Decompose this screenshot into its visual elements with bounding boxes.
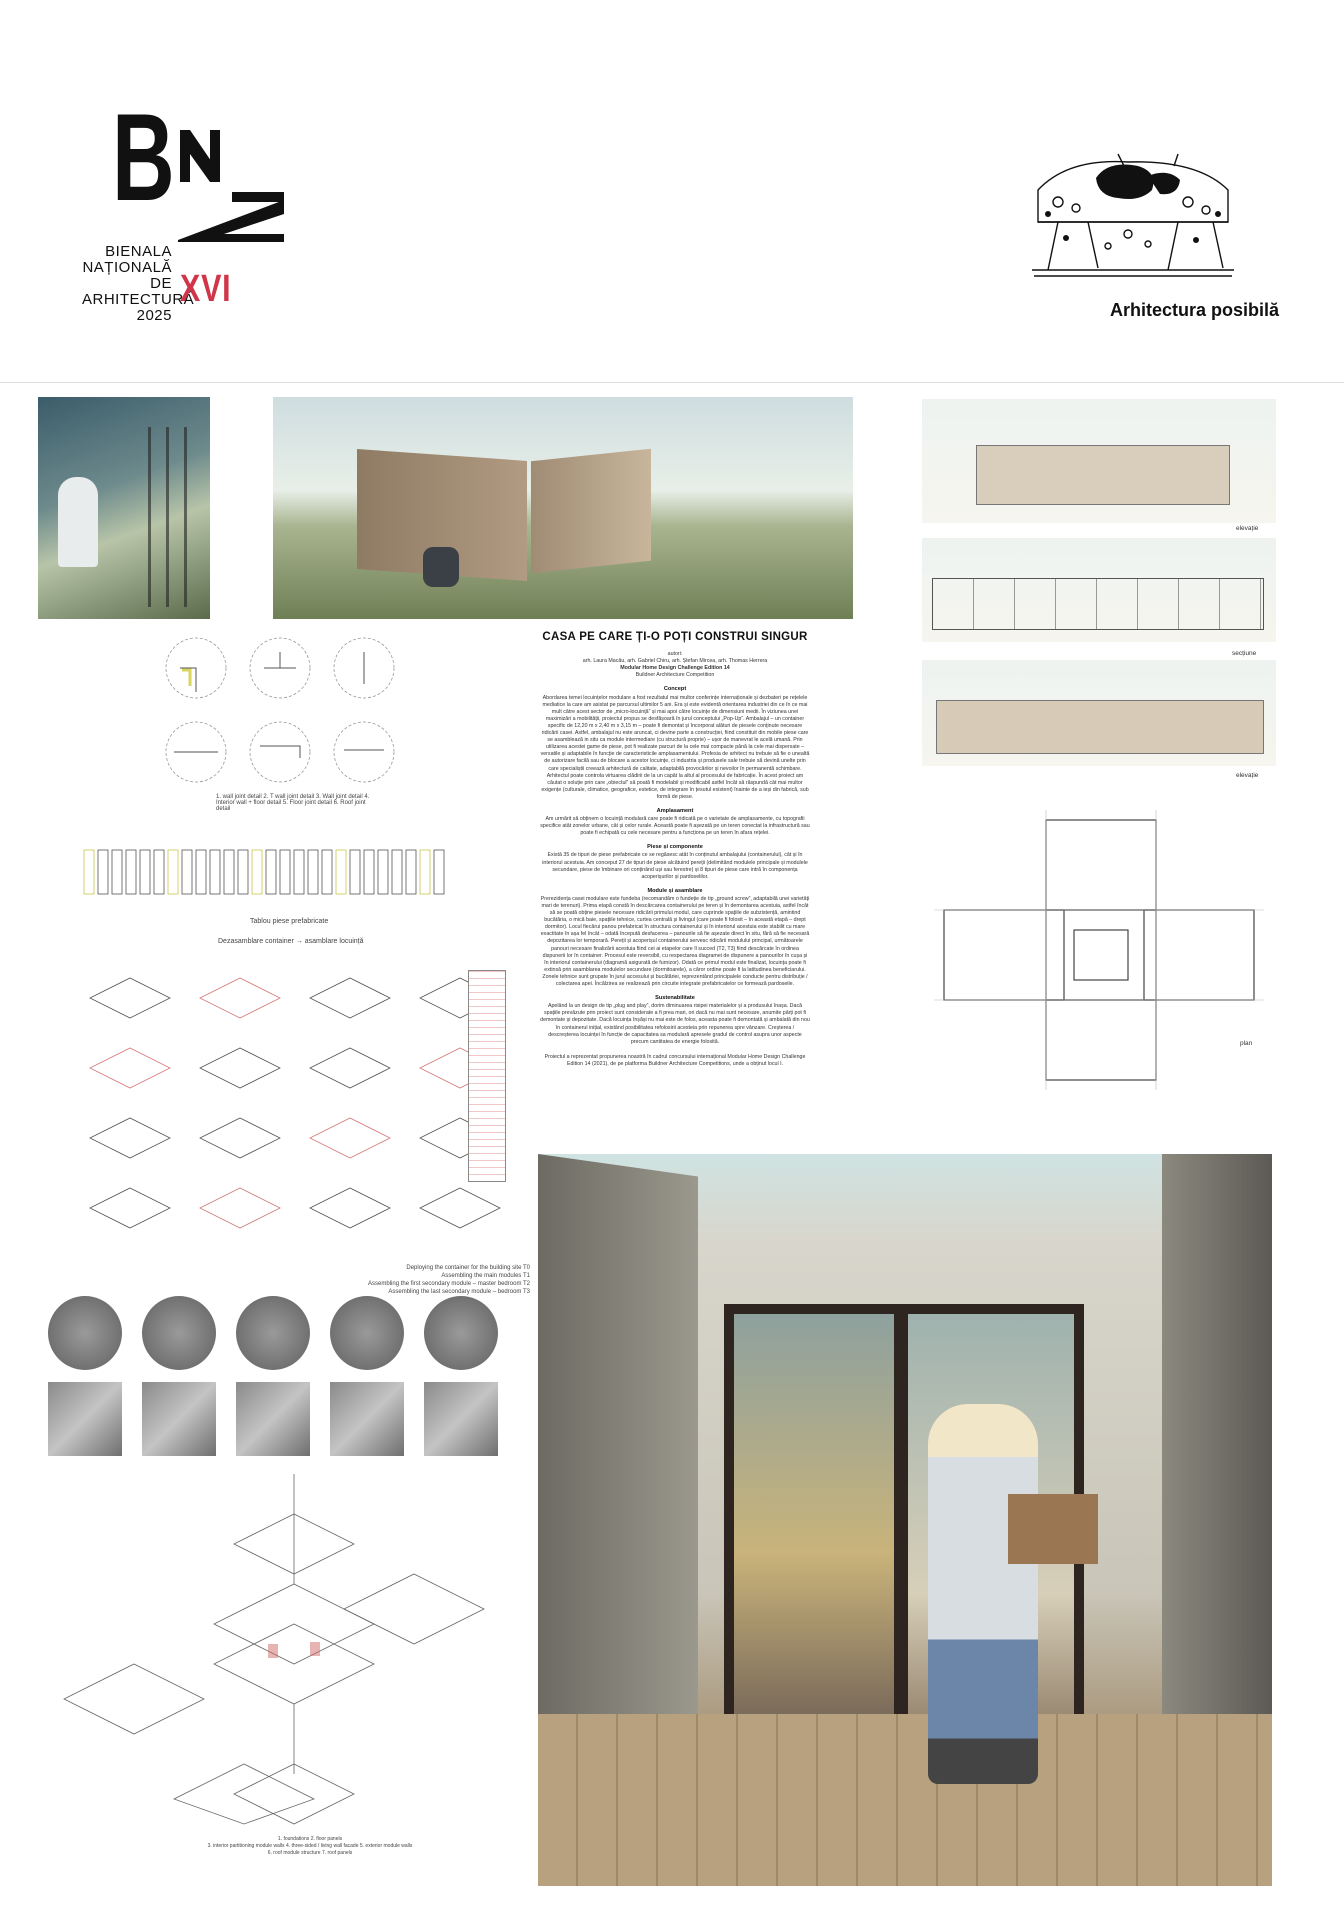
prefab-panel [294,850,304,894]
section-heading: Piese și componente [647,844,703,851]
assembly-step: Assembling the first secondary module – master bedroom T2 [368,1281,530,1287]
logo-organization [82,243,195,324]
site-aerial-circle [330,1296,404,1370]
section-outline [932,578,1264,630]
prefab-panel [364,850,374,894]
site-aerial-circle [48,1296,122,1370]
logo-letter-b: B [112,89,175,227]
prefab-panel [238,850,248,894]
assembly-legend [320,1264,530,1296]
site-aerial-square [330,1382,404,1456]
prefab-panel [210,850,220,894]
drawing-container-stack [468,970,506,1182]
section-text: Am urmărit să obținem o locuință modulară care poate fi ridicată pe o varietate de amplasamente, cu topografii specifice atât zonelor urbane, cât și celor rurale. Această poate fi așezată pe un teren conectat la infrastructură sau poate fi echipată cu cele necesare pentru a funcționa pe un teren în afara rețelei. [540,816,810,837]
prefab-panel [322,850,332,894]
prefab-panel [434,850,444,894]
assembly-module [310,978,390,1018]
label-elevation-1: elevație [1236,525,1259,532]
drawing-exploded-axonometric [54,1474,534,1854]
assembly-module [200,1048,280,1088]
article-title: CASA PE CARE ȚI-O POȚI CONSTRUI SINGUR [542,631,808,643]
section-heading: Amplasament [656,807,694,814]
joint-details-caption [216,794,376,812]
section-heading: Module și asamblare [647,887,703,894]
label-section: secțiune [1232,650,1257,657]
prefab-panel [112,850,122,894]
drawing-elevation-bottom [922,660,1276,766]
prefab-panel [140,850,150,894]
photo-window-frame [148,427,198,607]
assembly-module [200,1118,280,1158]
exploded-legend-line: 3. interior partitioning module walls 4. three-sided / living wall facade 5. exterior module walls [207,1843,413,1849]
prefab-panel [266,850,276,894]
prefab-panel [406,850,416,894]
prefab-panel [336,850,346,894]
logo-na-mark [172,130,290,242]
assembly-module [420,1188,500,1228]
competition-name: Modular Home Design Challenge Edition 14 [620,665,730,672]
logo-org-line: NAȚIONALĂ [82,259,172,276]
photo-person-shape [58,477,98,567]
render-house-wall-right [531,449,651,574]
exploded-legend-line: 6. roof module structure 7. roof panels [267,1850,353,1856]
assembly-module [310,1118,390,1158]
header-divider [0,382,1344,383]
elevation-facade [976,445,1230,505]
logo-org-line: ARHITECTURĂ [82,291,195,308]
prefab-panel [84,850,94,894]
render-courtyard-woman [538,1154,1272,1886]
label-plan: plan [1240,1040,1253,1047]
authors-label: autori: [667,651,683,658]
prefab-panel [392,850,402,894]
drawing-joint-details [160,632,400,802]
render-wall-left [538,1154,698,1736]
prefab-panel [182,850,192,894]
assembly-module [90,1048,170,1088]
section-text: Abordarea temei locuințelor modulare a fost rezultatul mai multor conferințe internaționale și dezbateri pe rețelele mediatice la care am asistat pe parcursul ultimilor 5 ani. Era și este evidentă orientarea industriei din ce în ce mai mult către acest sector de „micro-locuință” și mai apoi către locuințe de dimensiuni medii. În viziunea unei maximizări a mobilității, proiectul propus se desfășoară în jurul conceptului „Pop-Up”. Ambalajul – un container specific de 12,20 m x 2,40 m x 3,15 m – poate fi demontat și încorporat alături de piesele conținute necesare ridicării casei. Astfel, ambalajul nu este aruncat, ci devine parte a construcției, fiind constituit din mobile piese care se asamblează in situ ca module intermediare (cu structură proprie) – ușor de manevrat le acelă umană. Prin utilizarea acestei game de piese, pot fi realizate parcuri de la cele mai compacte până la cele mai dispersate – versatile și adaptabile în funcție de caracteristicile amplasamentului. Profesia de arhitect nu trebuie să fie o unealtă de autorizare facilă sau de blocare a acestor locuințe, ci industria și produsele sale trebuie să devină unelte prin care specialiștii creează arhitectură de calitate, adaptabilă provocărilor și nevoilor în permanentă schimbare. Arhitectul poate controla virtuarea clădirii de la un capăt la altul al procesului de fabricație. În acest proiect am căutat o soluție prin care „obiectul” să poată fi modelabil și modificabil astfel încât să răspundă cât mai multor exigențe (culturale, climatice, geografice, estetice, de integrare în țesutul existent) înainte de a ieși din fabrică, sub formă de piese. [540,694,810,800]
drawing-assembly-sequence [50,958,530,1258]
label-disassembly: Dezasamblare container → asamblare locuință [218,938,364,945]
assembly-step: Deploying the container for the building site T0 [406,1265,530,1271]
prefab-panel [196,850,206,894]
competition-organizer: Buildner Architecture Competition [635,672,715,679]
site-aerial-square [236,1382,310,1456]
closing-paragraph: Proiectul a reprezentat propunerea noastră în cadrul concursului internațional Modular Home Design Challenge Edition 14 (2021), de pe platforma Buildner Architecture Competitions, unde a obținut locul I. [544,1053,806,1067]
drawing-elevation-top [922,399,1276,523]
drawing-floor-plan [934,810,1264,1090]
site-aerial-square [424,1382,498,1456]
site-aerial-photos [48,1296,508,1456]
assembly-module [310,1188,390,1228]
logo-org-line: 2025 [136,307,172,324]
prefab-panel [224,850,234,894]
assembly-step: Assembling the last secondary module – bedroom T3 [388,1289,530,1295]
section-heading: Concept [663,686,687,693]
detail-caption-3: 3. Wall joint detail [315,794,363,800]
exploded-legend-line: 1. foundations 2. floor panels [277,1836,343,1842]
site-aerial-circle [142,1296,216,1370]
render-glass-pane [734,1314,894,1714]
logo-edition: XVI [180,268,232,310]
assembly-module [310,1048,390,1088]
prefab-panel [154,850,164,894]
assembly-module [90,1188,170,1228]
label-elevation-2: elevație [1236,772,1259,779]
prefab-panel [126,850,136,894]
authors: arh. Laura Macău, arh. Gabriel Chiru, arh. Ștefan Mircea, arh. Thomas Herrera [582,658,768,665]
assembly-module [200,1188,280,1228]
elevation-facade [936,700,1264,754]
prefab-panel [280,850,290,894]
exhibition-tagline: Arhitectura posibilă [1110,300,1280,320]
site-aerial-circle [424,1296,498,1370]
render-wooden-deck [538,1714,1272,1886]
render-woman-with-crate [928,1404,1038,1784]
section-heading: Sustenabilitate [655,995,695,1002]
architecture-machine-illustration [1028,150,1238,290]
render-wall-right [1162,1154,1272,1734]
logo-org-line: DE [150,275,172,292]
detail-caption-5: 5. Floor joint detail [282,800,332,806]
detail-caption-1: 1. wall joint detail [216,794,262,800]
section-text: Există 35 de tipuri de piese prefabricate ce se regăsesc atât în conținutul ambalajului (containerului), cât și în interiorul acestuia. Am conceput 27 de tipuri de piese alcătuind pereții (delimitând modulele principale și modulele secundare, piese de îmbinare ori conținând uși sau ferestre) și 8 tipuri de piese care intră în componența acoperișurilor și pardoselilor. [542,852,808,880]
exploded-legend [190,1836,430,1857]
section-text: Prerezidența casei modulare este fundeba (recomandăm o fundeție de tip „ground screw”, adaptabilă unei varietăți mari de terenuri). Prima etapă constă în descărcarea containerului pe teren și în demontarea acestuia, astfel încât să se poată obține piesele necesare ridicării primului modul, care cuprinde spațiile de subzistență, amintind bucătăria, o mică baie, spațiile tehnice, curtea centrală și livingul (care poate fi folosit – în această etapă – drept dormitor). Locul fiecărui panou prefabricat în structura containerului și în interiorul acestuia este stabilit cu mare exactitate în așa fel încât – odată începută desfacerea – panourile să fie așezate direct în situ, fără să fie necesară depozitarea lor temporară. Pereții și acoperișul containerului servesc ridicării modulului principal, următoarele panouri necesare finalizării acestuia fiind cei ai etapelor care îl succed (T2, T3) fiind descărcate în ordinea dispunerii lor în container. Procesul este reversibil, cu respectarea diagramei de dispunere a panourilor în cușa și în interiorul containerului (diagramă asigurată de furnizor). Odată ce primul modul este finalizat, locuința poate fi extinsă prin asamblarea modulelor secundare (dormitoarele), a căror ordine poate fi la latitudinea beneficiarului. Zonele tehnice sunt grupate în jurul accesului și bucătăriei, reprezentând principalele conducte pentru distribuție / colectarea apei. Încălzirea se realizează prin circuite integrate prefabricatelor ce formează pardoseile. [540,895,810,988]
detail-caption-4: 4. Interior wall + floor detail [216,794,370,806]
prefab-panel [98,850,108,894]
prefab-panel [252,850,262,894]
site-aerial-square [142,1382,216,1456]
prefab-panel [420,850,430,894]
prefab-panel [308,850,318,894]
site-aerial-square [48,1382,122,1456]
photo-greenhouse-man [38,397,210,619]
assembly-module [200,978,280,1018]
assembly-step: Assembling the main modules T1 [441,1273,530,1279]
drawing-prefab-panels [80,830,490,920]
assembly-module [90,978,170,1018]
prefab-panel [378,850,388,894]
label-prefab-table: Tablou piese prefabricate [250,918,329,925]
article-text-column [540,631,810,1068]
drawing-section [922,538,1276,642]
section-text: Apelând la un design de tip „plug and play”, dorim diminuarea risipei materialelor și a produsului înașa. Dacă spațiile prevăzute prin proiect sunt considerate a fi prea mari, ori dacă nu mai sunt necesare, anumite părți pot fi demontate și depozitate. Dacă locuința înșăși nu mai este de folos, aceasta poate fi demontată și ambalată din nou în containerul inițial, existând posibilitatea refolosirii acesteia prin repunerea spre vânzare. Creșterea / descreșterea locuinței în funcție de capacitatea sa modulară apresele gradul de control asupra unor aspecte precum cantitatea de energie folosită. [540,1003,810,1045]
render-wooden-crate [1008,1494,1098,1564]
detail-caption-2: 2. T wall joint detail [263,794,315,800]
detail-caption-6: 6. Roof joint detail [216,800,366,812]
assembly-module [90,1118,170,1158]
site-aerial-circle [236,1296,310,1370]
render-children [423,547,459,587]
prefab-panel [350,850,360,894]
prefab-panel [168,850,178,894]
logo-org-line: BIENALA [105,243,172,260]
render-house-exterior [273,397,853,619]
